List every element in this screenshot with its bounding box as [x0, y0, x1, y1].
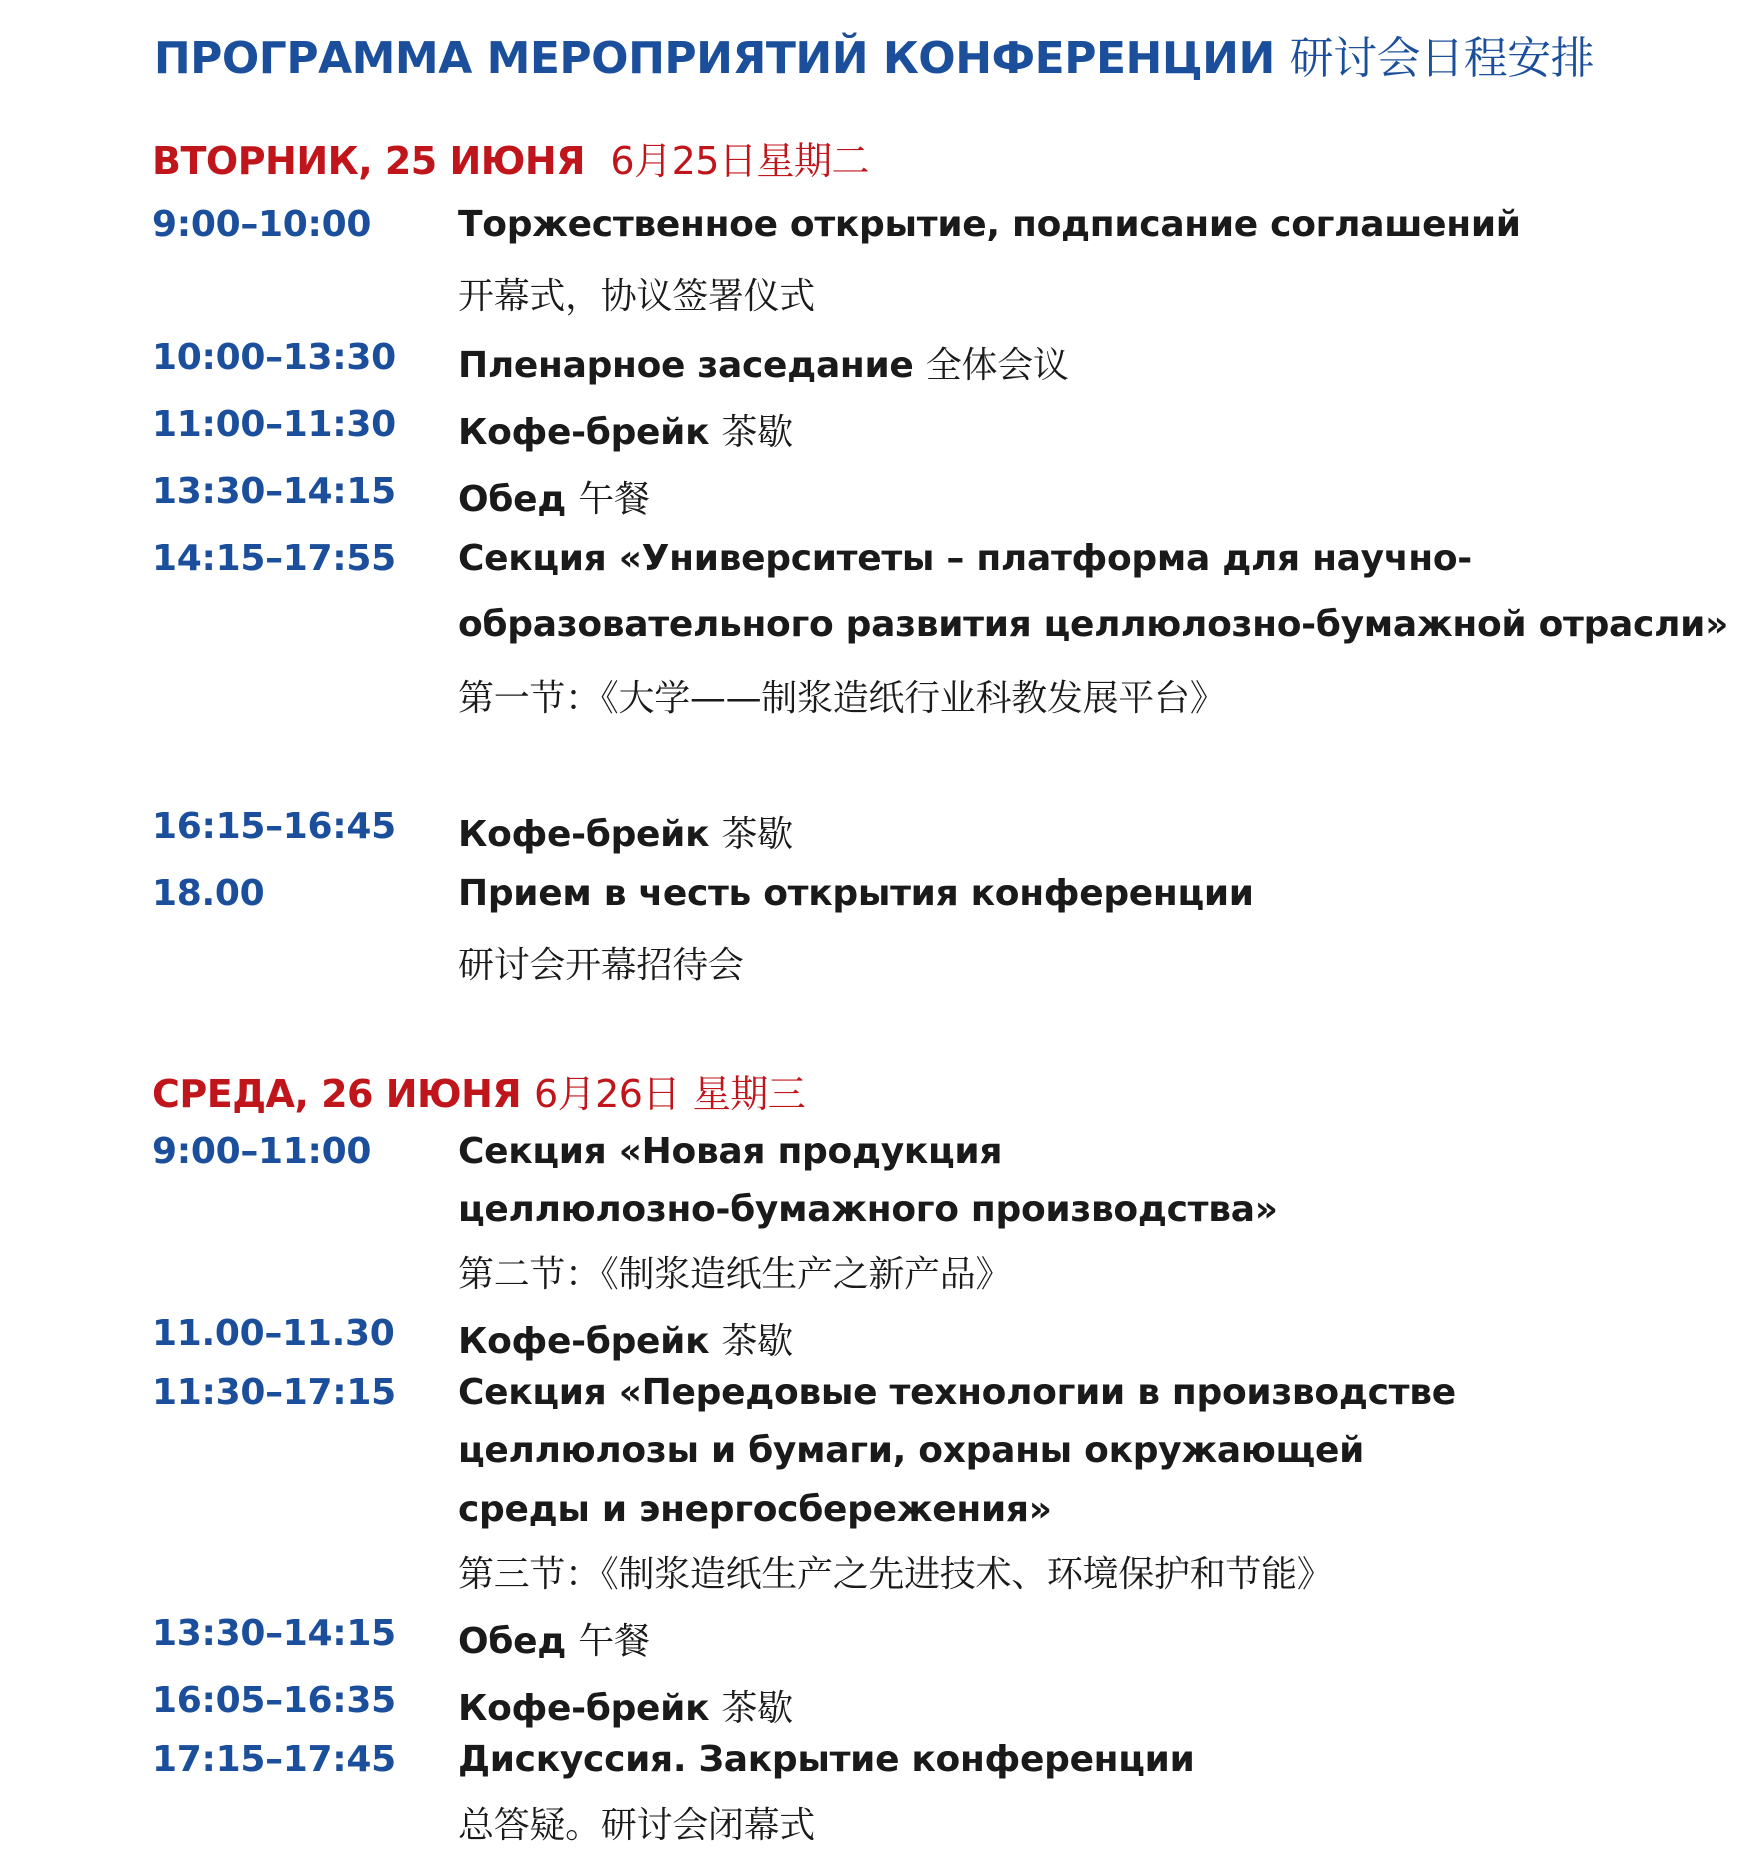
event-title-ru: Кофе-брейк	[458, 1688, 710, 1729]
schedule-time: 13:30–14:15	[152, 1613, 396, 1654]
event-title-ru: Кофе-брейк	[458, 814, 710, 855]
event-title-ru: Обед	[458, 1621, 567, 1662]
schedule-time: 14:15–17:55	[152, 538, 396, 579]
day-heading-zh-date: 6月26日	[533, 1072, 680, 1116]
event-title-ru: Прием в честь открытия конференции	[458, 873, 1254, 914]
day-heading-zh-weekday: 星期三	[692, 1072, 806, 1116]
schedule-time: 13:30–14:15	[152, 471, 396, 512]
event-title-ru: Кофе-брейк	[458, 412, 710, 453]
event-title-zh: 午餐	[578, 479, 650, 520]
event-title-ru-line3: среды и энергосбережения»	[458, 1489, 1052, 1530]
event-title-ru: Кофе-брейк	[458, 1321, 710, 1362]
event-title-ru: Обед	[458, 479, 567, 520]
event-title-zh: 总答疑。研讨会闭幕式	[458, 1805, 816, 1846]
event-title	[458, 1680, 793, 1731]
schedule-time: 17:15–17:45	[152, 1739, 396, 1780]
day-heading-ru: ВТОРНИК, 25 ИЮНЯ	[152, 139, 585, 183]
event-title-zh: 茶歇	[721, 814, 793, 855]
event-title-ru: Торжественное открытие, подписание соглашений	[458, 204, 1521, 245]
schedule-time: 9:00–11:00	[152, 1131, 372, 1172]
event-title-ru-line2: образовательного развития целлюлозно-бумажной отрасли»	[458, 604, 1729, 645]
event-title-zh: 茶歇	[721, 412, 793, 453]
page-title-ru: ПРОГРАММА МЕРОПРИЯТИЙ КОНФЕРЕНЦИИ	[153, 33, 1275, 84]
event-title-ru-line2: целлюлозы и бумаги, охраны окружающей	[458, 1430, 1365, 1471]
event-title-zh: 开幕式，协议签署仪式	[458, 276, 816, 317]
day-heading-ru: СРЕДА, 26 ИЮНЯ	[152, 1072, 522, 1116]
schedule-time: 11:00–11:30	[152, 404, 396, 445]
day-heading-tuesday	[152, 130, 869, 185]
event-title-zh: 茶歇	[721, 1321, 793, 1362]
event-title-zh: 第三节：《制浆造纸生产之先进技术、环境保护和节能》	[458, 1554, 1333, 1595]
event-title-zh: 研讨会开幕招待会	[458, 945, 744, 986]
event-title	[458, 337, 1069, 388]
event-title-ru-line1: Секция «Новая продукция	[458, 1131, 1003, 1172]
event-title	[458, 1613, 650, 1664]
schedule-time: 18.00	[152, 873, 265, 914]
day-heading-wednesday	[152, 1063, 805, 1118]
event-title-ru-line1: Секция «Университеты – платформа для научно-	[458, 538, 1472, 579]
event-title	[458, 1313, 793, 1364]
schedule-time: 11:30–17:15	[152, 1372, 396, 1413]
event-title	[458, 404, 793, 455]
event-title-ru: Дискуссия. Закрытие конференции	[458, 1739, 1195, 1780]
page-title-zh: 研讨会日程安排	[1289, 33, 1595, 84]
schedule-time: 11.00–11.30	[152, 1313, 395, 1354]
schedule-time: 10:00–13:30	[152, 337, 396, 378]
event-title	[458, 806, 793, 857]
event-title-ru: Пленарное заседание	[458, 345, 914, 386]
event-title-zh: 茶歇	[721, 1688, 793, 1729]
schedule-time: 16:15–16:45	[152, 806, 396, 847]
event-title-zh: 午餐	[578, 1621, 650, 1662]
schedule-time: 9:00–10:00	[152, 204, 372, 245]
day-heading-zh: 6月25日星期二	[610, 139, 869, 183]
event-title-ru-line1: Секция «Передовые технологии в производстве	[458, 1372, 1456, 1413]
event-title-zh: 全体会议	[925, 345, 1069, 386]
page-title	[0, 22, 1748, 86]
event-title-ru-line2: целлюлозно-бумажного производства»	[458, 1189, 1278, 1230]
schedule-time: 16:05–16:35	[152, 1680, 396, 1721]
event-title-zh: 第二节：《制浆造纸生产之新产品》	[458, 1254, 1012, 1295]
event-title	[458, 471, 650, 522]
event-title-zh: 第一节：《大学——制浆造纸行业科教发展平台》	[458, 678, 1226, 719]
